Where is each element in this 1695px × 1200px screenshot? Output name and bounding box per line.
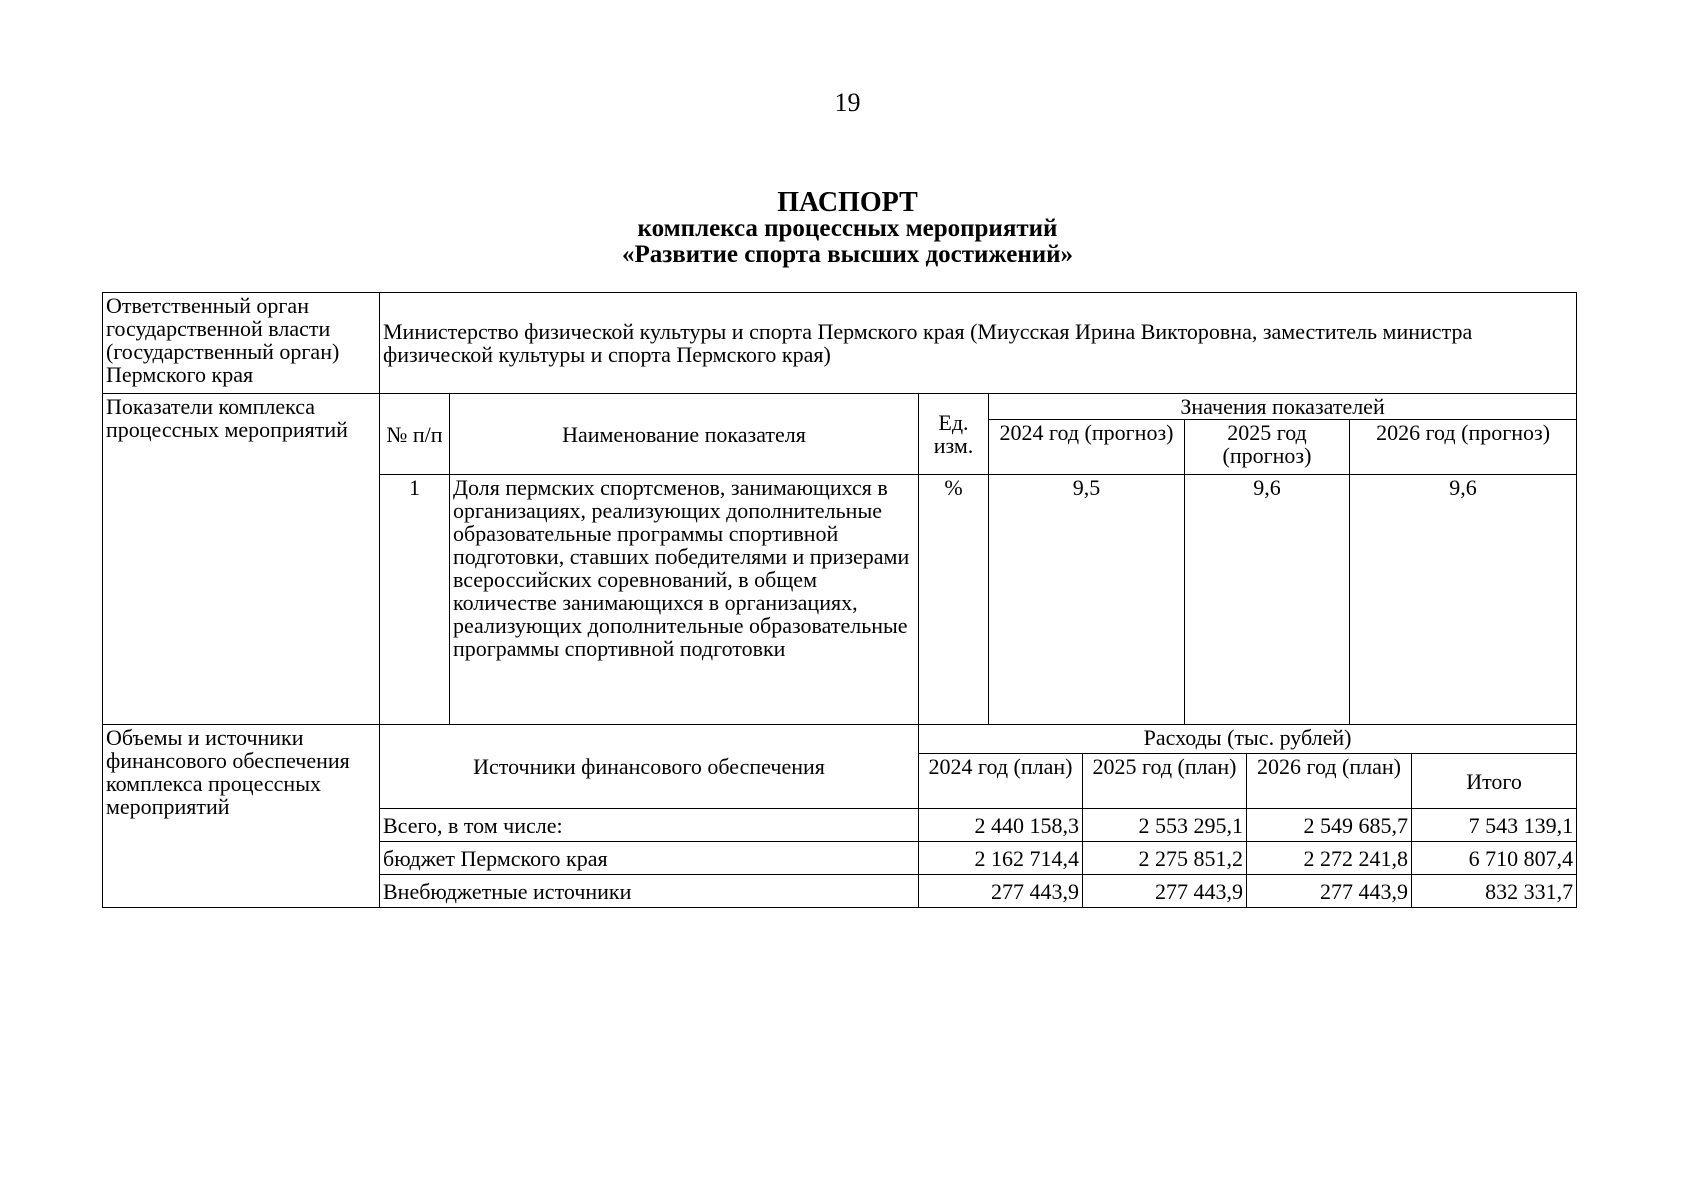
header-year-2024: 2024 год (прогноз) bbox=[989, 420, 1185, 475]
document-title bbox=[0, 187, 1695, 268]
finance-source: бюджет Пермского края bbox=[380, 842, 919, 875]
finance-value-2025: 2 275 851,2 bbox=[1083, 842, 1247, 875]
title-line-3: «Развитие спорта высших достижений» bbox=[621, 241, 1074, 268]
finance-value-2025: 2 553 295,1 bbox=[1083, 809, 1247, 842]
indicators-header-row-1 bbox=[103, 394, 1577, 420]
header-year-2025: 2025 год (прогноз) bbox=[1185, 420, 1350, 475]
title-line-2: комплекса процессных мероприятий bbox=[637, 215, 1058, 242]
finance-value-2026: 2 549 685,7 bbox=[1247, 809, 1412, 842]
header-indicator-name: Наименование показателя bbox=[450, 394, 919, 475]
indicator-value-2024: 9,5 bbox=[989, 475, 1185, 725]
indicator-value-2026: 9,6 bbox=[1350, 475, 1577, 725]
finance-value-2026: 2 272 241,8 bbox=[1247, 842, 1412, 875]
indicator-value-2025: 9,6 bbox=[1185, 475, 1350, 725]
header-expenses-group: Расходы (тыс. рублей) bbox=[919, 725, 1577, 754]
header-unit: Ед. изм. bbox=[919, 394, 989, 475]
title-line-1: ПАСПОРТ bbox=[777, 187, 918, 218]
finance-value-total: 7 543 139,1 bbox=[1412, 809, 1577, 842]
finance-value-2025: 277 443,9 bbox=[1083, 875, 1247, 908]
finance-value-2024: 2 440 158,3 bbox=[919, 809, 1083, 842]
indicator-name: Доля пермских спортсменов, занимающихся в организациях, реализующих дополнительные образовательные программы спортивной подготовки, ставших победителями и призерами всероссийских соревнований, в общем количестве занимающихся в организациях, реализующих дополнительные образовательные программы спортивной подготовки bbox=[450, 475, 919, 725]
passport-table bbox=[102, 292, 1577, 908]
responsible-label: Ответственный орган государственной власти (государственный орган) Пермского края bbox=[103, 293, 380, 394]
responsible-value: Министерство физической культуры и спорта Пермского края (Миусская Ирина Викторовна, заместитель министра физической культуры и спорта Пермского края) bbox=[380, 293, 1577, 394]
finance-source: Всего, в том числе: bbox=[380, 809, 919, 842]
page-number: 19 bbox=[834, 88, 861, 117]
finance-header-row-1 bbox=[103, 725, 1577, 754]
responsible-row bbox=[103, 293, 1577, 394]
header-plan-2025: 2025 год (план) bbox=[1083, 754, 1247, 809]
finance-value-2024: 2 162 714,4 bbox=[919, 842, 1083, 875]
header-total: Итого bbox=[1412, 754, 1577, 809]
finance-source: Внебюджетные источники bbox=[380, 875, 919, 908]
indicator-num: 1 bbox=[380, 475, 450, 725]
finance-value-total: 832 331,7 bbox=[1412, 875, 1577, 908]
header-year-2026: 2026 год (прогноз) bbox=[1350, 420, 1577, 475]
header-plan-2024: 2024 год (план) bbox=[919, 754, 1083, 809]
header-finance-source: Источники финансового обеспечения bbox=[380, 725, 919, 809]
finance-label: Объемы и источники финансового обеспечения комплекса процессных мероприятий bbox=[103, 725, 380, 908]
header-num: № п/п bbox=[380, 394, 450, 475]
header-values-group: Значения показателей bbox=[989, 394, 1577, 420]
indicator-unit: % bbox=[919, 475, 989, 725]
indicators-label: Показатели комплекса процессных мероприятий bbox=[103, 394, 380, 725]
finance-value-total: 6 710 807,4 bbox=[1412, 842, 1577, 875]
header-plan-2026: 2026 год (план) bbox=[1247, 754, 1412, 809]
finance-value-2024: 277 443,9 bbox=[919, 875, 1083, 908]
finance-value-2026: 277 443,9 bbox=[1247, 875, 1412, 908]
